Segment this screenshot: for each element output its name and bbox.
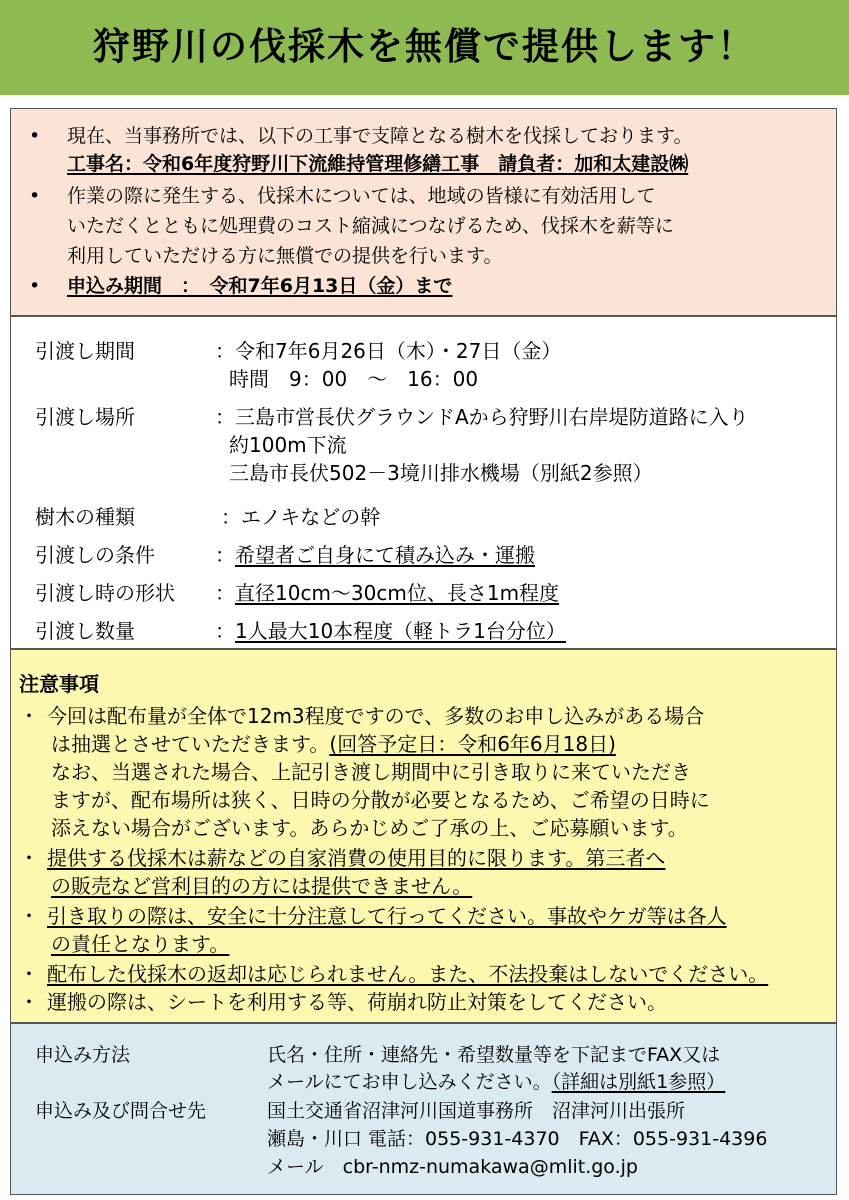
note-line: 引き取りの際は、安全に十分注意して行ってください。事故やケガ等は各人 bbox=[47, 904, 727, 928]
quantity-label: 引渡し数量 bbox=[35, 619, 135, 643]
answer-date: (回答予定日：令和6年6月18日) bbox=[329, 732, 616, 756]
inquiry-office: 国土交通省沼津河川国道事務所 沼津河川出張所 bbox=[267, 1100, 686, 1122]
condition-text: 希望者ご自身にて積み込み・運搬 bbox=[235, 543, 535, 567]
intro-line: いただくとともに処理費のコスト縮減につなげるため、伐採木を薪等に bbox=[67, 215, 674, 237]
period-time: 時間 9：00 ～ 16：00 bbox=[229, 367, 479, 391]
note-line: ますが、配布場所は狭く、日時の分散が必要となるため、ご希望の日時に bbox=[51, 788, 710, 812]
bullet: ・ bbox=[19, 904, 39, 928]
place-value: 約100m下流 bbox=[229, 433, 347, 457]
place-value: 三島市長伏502－3境川排水機場（別紙2参照） bbox=[229, 461, 653, 485]
bullet: • bbox=[29, 125, 41, 147]
quantity-text: 1人最大10本程度（軽トラ1台分位） bbox=[235, 619, 566, 643]
bullet: • bbox=[29, 275, 41, 297]
place-value: ：三島市営長伏グラウンドAから狩野川右岸堤防道路に入り bbox=[215, 405, 749, 429]
period-label: 引渡し期間 bbox=[35, 339, 135, 363]
note-line: の販売など営利目的の方には提供できません。 bbox=[51, 874, 473, 898]
bullet: ・ bbox=[19, 990, 39, 1014]
intro-line: 現在、当事務所では、以下の工事で支障となる樹木を伐採しております。 bbox=[67, 125, 693, 147]
place-label: 引渡し場所 bbox=[35, 405, 135, 429]
note-line bbox=[51, 730, 616, 758]
method-ref: （詳細は別紙1参照） bbox=[551, 1071, 726, 1093]
bullet: ・ bbox=[19, 704, 39, 728]
intro-section bbox=[10, 108, 837, 316]
handover-details-section bbox=[10, 316, 837, 649]
construction-name: 工事名：令和6年度狩野川下流維持管理修繕工事 請負者：加和太建設㈱ bbox=[67, 153, 689, 175]
method-text: 氏名・住所・連絡先・希望数量等を下記までFAX又は bbox=[267, 1044, 721, 1066]
inquiry-email[interactable]: メール cbr-nmz-numakawa@mlit.go.jp bbox=[267, 1156, 638, 1178]
colon: ： bbox=[215, 581, 235, 605]
shape-text: 直径10cm～30cm位、長さ1m程度 bbox=[235, 581, 560, 605]
notes-section bbox=[10, 649, 837, 1023]
condition-label: 引渡しの条件 bbox=[35, 543, 155, 567]
bullet: ・ bbox=[19, 962, 39, 986]
application-period: 申込み期間 ： 令和7年6月13日（金）まで bbox=[67, 275, 453, 297]
colon: ： bbox=[215, 619, 235, 643]
note-line: 提供する伐採木は薪などの自家消費の使用目的に限ります。第三者へ bbox=[47, 846, 666, 870]
intro-line: 利用していただける方に無償での提供を行います。 bbox=[67, 245, 503, 267]
note-text: は抽選とさせていただきます。 bbox=[51, 732, 330, 756]
method-text bbox=[267, 1069, 725, 1096]
colon: ： bbox=[215, 543, 235, 567]
shape-value bbox=[215, 579, 559, 607]
quantity-value bbox=[215, 617, 566, 645]
tree-type-value: ：エノキなどの幹 bbox=[221, 505, 381, 529]
shape-label: 引渡し時の形状 bbox=[35, 581, 175, 605]
period-value: ：令和7年6月26日（木）・27日（金） bbox=[215, 339, 562, 363]
notes-heading: 注意事項 bbox=[19, 672, 99, 696]
method-text-part: メールにてお申し込みください。 bbox=[267, 1071, 552, 1093]
note-line: の責任となります。 bbox=[51, 932, 230, 956]
note-line: 添えない場合がございます。あらかじめご了承の上、ご応募願います。 bbox=[51, 816, 688, 840]
bullet: ・ bbox=[19, 846, 39, 870]
note-line: 配布した伐採木の返却は応じられません。また、不法投棄はしないでください。 bbox=[47, 962, 769, 986]
inquiry-phone-fax: 瀬島・川口 電話：055-931-4370 FAX：055-931-4396 bbox=[267, 1128, 768, 1150]
inquiry-label: 申込み及び問合せ先 bbox=[35, 1100, 207, 1122]
contact-section bbox=[10, 1023, 837, 1195]
note-line: 今回は配布量が全体で12m3程度ですので、多数のお申し込みがある場合 bbox=[47, 704, 705, 728]
title-banner bbox=[0, 0, 849, 95]
intro-line: 作業の際に発生する、伐採木については、地域の皆様に有効活用して bbox=[67, 185, 656, 207]
method-label: 申込み方法 bbox=[35, 1044, 131, 1066]
tree-type-label: 樹木の種類 bbox=[35, 505, 135, 529]
condition-value bbox=[215, 541, 535, 569]
bullet: • bbox=[29, 185, 41, 207]
note-line: 運搬の際は、シートを利用する等、荷崩れ防止対策をしてください。 bbox=[47, 990, 667, 1014]
note-line: なお、当選された場合、上記引き渡し期間中に引き取りに来ていただき bbox=[51, 760, 691, 784]
page-title: 狩野川の伐採木を無償で提供します！ bbox=[93, 25, 756, 68]
